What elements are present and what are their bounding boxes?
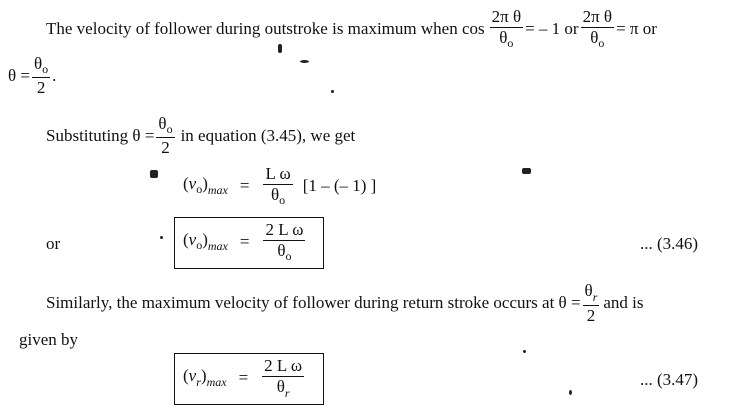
line2-lhs: θ = — [8, 65, 30, 85]
equation-vr-max: $(v_r)_{max}$ = $\frac{\text{2 L ω}}{\theta_r}$ — [183, 356, 303, 400]
line2-end: . — [52, 65, 57, 85]
line1-mid: = – 1 or — [525, 18, 579, 38]
paragraph-line-5: given by — [19, 330, 79, 349]
line4-post: and is — [603, 293, 644, 313]
line3-pre: Substituting θ = — [46, 125, 155, 145]
paragraph-line-3 — [46, 115, 355, 156]
fraction-2pi-theta-over-theta-o: $\frac{\text{2π θ}}{\theta_o}$ — [491, 7, 522, 50]
fraction-L-omega-over-theta-o: $\frac{\text{L ω}}{\theta_o}$ — [265, 164, 291, 207]
equation-vo-max-1: $(v_o)_{max}$ = $\frac{\text{L ω}}{\theta_o}$ [1 – (– 1) ] — [183, 164, 377, 207]
scan-speck — [522, 168, 531, 174]
fraction-2pi-theta-over-theta-o-b: $\frac{\text{2π θ}}{\theta_o}$ — [582, 7, 613, 50]
fraction-2L-omega-over-theta-o: $\frac{\text{2 L ω}}{\theta_o}$ — [265, 220, 304, 263]
scan-speck — [300, 60, 309, 63]
fraction-2L-omega-over-theta-r: $\frac{\text{2 L ω}}{\theta_r}$ — [264, 356, 303, 400]
scan-speck — [150, 170, 158, 178]
equation-vo-max-2: $(v_o)_{max}$ = $\frac{\text{2 L ω}}{\theta_o}$ — [183, 220, 304, 263]
scan-speck — [278, 44, 282, 53]
line4-pre: Similarly, the maximum velocity of follower during return stroke occurs at θ = — [46, 293, 581, 313]
fraction-theta-o-over-2-sub: $\frac{\theta_o}{2}$ — [158, 114, 173, 157]
scan-speck — [523, 350, 526, 353]
scan-speck — [160, 236, 163, 239]
equation-number-3-47: ... (3.47) — [640, 370, 699, 389]
equation-number-3-46: ... (3.46) — [640, 234, 699, 253]
paragraph-line-4 — [46, 282, 644, 324]
scan-speck — [331, 90, 334, 93]
line1-end: = π or — [616, 18, 657, 38]
paragraph-line-2 — [8, 55, 56, 96]
scan-speck — [569, 390, 572, 395]
line3-post: in equation (3.45), we get — [180, 125, 356, 145]
paragraph-line-1 — [46, 8, 657, 49]
fraction-theta-r-over-2: $\frac{\theta_r}{2}$ — [584, 281, 598, 325]
line1-text: The velocity of follower during outstroke is maximum when cos — [46, 18, 485, 38]
or-label: or — [46, 234, 61, 253]
fraction-theta-o-over-2: $\frac{\theta_o}{2}$ — [33, 54, 49, 97]
